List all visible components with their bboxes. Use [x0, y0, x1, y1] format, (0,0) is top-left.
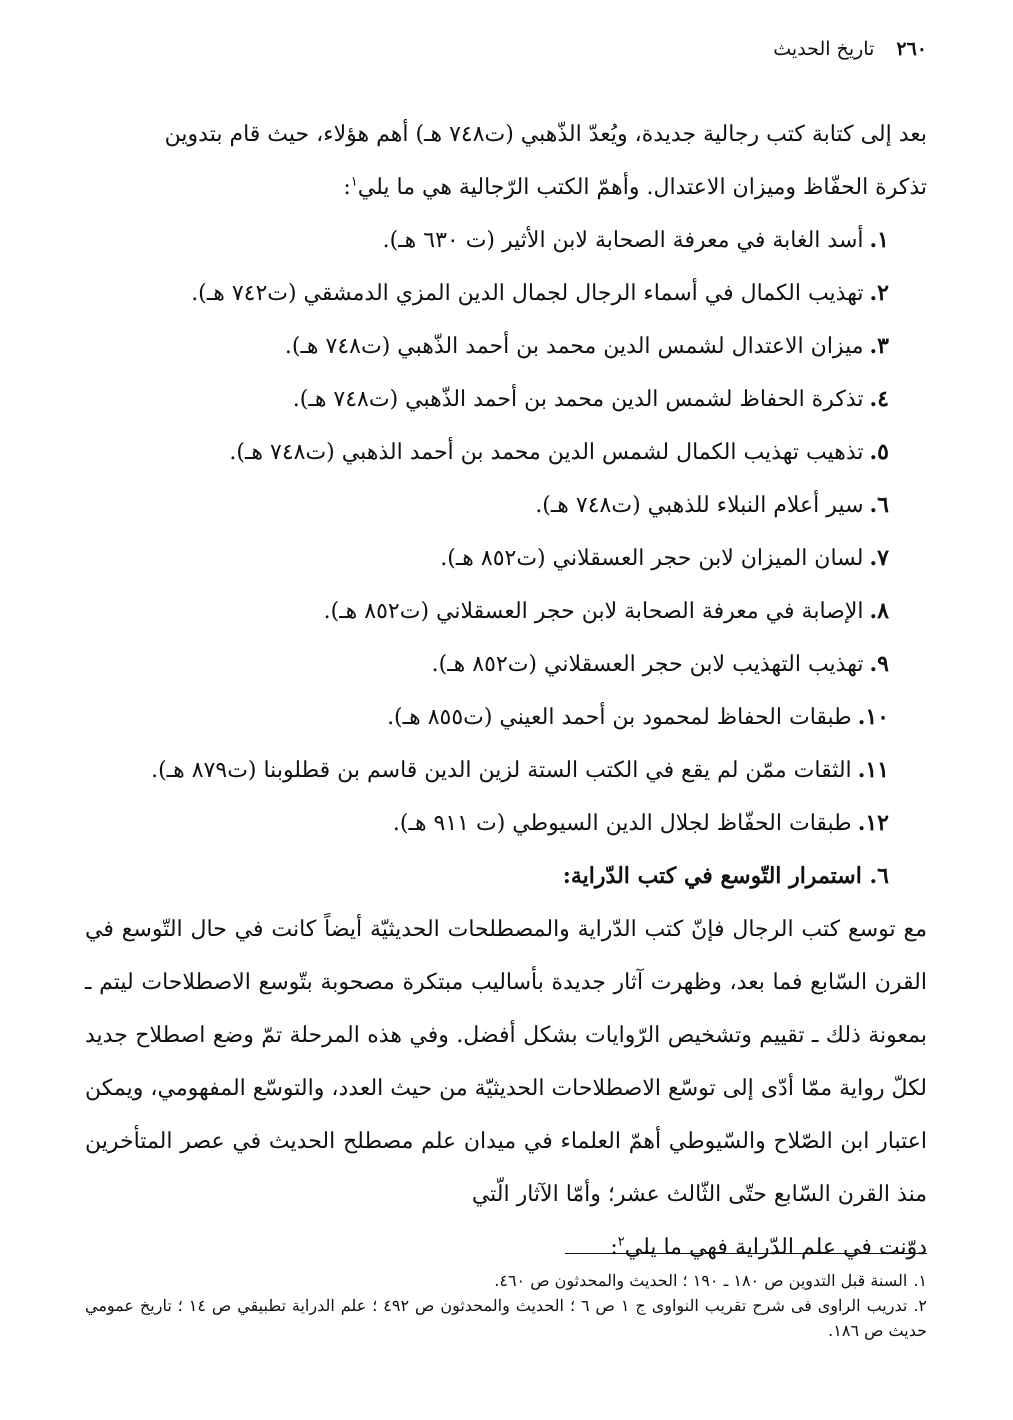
list-item [85, 744, 889, 797]
footnotes [85, 1268, 927, 1343]
list-item-number: ٢. [869, 280, 889, 306]
intro-colon: : [343, 175, 351, 200]
list-item-number: ١١. [857, 757, 889, 783]
list-item [85, 214, 889, 267]
list-item [85, 797, 889, 850]
section-paragraph: مع توسع كتب الرجال فإنّ كتب الدّراية والمصطلحات الحديثيّة أيضاً كانت في حال التّوسع في القرن السّابع فما بعد، وظهرت آثار جديدة بأساليب مبتكرة مصحوبة بتّوسع الاصطلاحات ليتم ـ بمعونة ذلك ـ تقييم وتشخيص الرّوايات بشكل أفضل. وفي هذه المرحلة تمّ وضع اصطلاح جديد لكلّ رواية ممّا أدّى إلى توسّع الاصطلاحات الحديثيّة من حيث العدد، والتوسّع المفهومي، ويمكن اعتبار ابن الصّلاح والسّيوطي أهمّ العلماء في ميدان علم مصطلح الحديث في عصر المتأخرين منذ القرن السّابع حتّى الثّالث عشر؛ وأمّا الآثار الّتي [85, 917, 927, 1207]
list-item [85, 638, 889, 691]
list-item [85, 373, 889, 426]
list-item-text: تذكرة الحفاظ لشمس الدين محمد بن أحمد الذّهبي (ت٧٤٨ هـ). [292, 387, 864, 412]
footnote-number: ١. [913, 1271, 927, 1290]
list-item-number: ٤. [869, 386, 889, 412]
list-item [85, 479, 889, 532]
list-item-text: تهذيب الكمال في أسماء الرجال لجمال الدين المزي الدمشقي (ت٧٤٢ هـ). [191, 281, 864, 306]
list-item-number: ٨. [869, 598, 889, 624]
footnote-ref-2[interactable]: ٢ [617, 1234, 625, 1250]
intro-line-2 [85, 161, 927, 214]
intro-line-1: بعد إلى كتابة كتب رجالية جديدة، ويُعدّ الذّهبي (ت٧٤٨ هـ) أهم هؤلاء، حيث قام بتدوين [164, 122, 927, 147]
list-item [85, 691, 889, 744]
footnote-ref-1[interactable]: ١ [350, 174, 358, 190]
list-item-text: طبقات الحفّاظ لجلال الدين السيوطي (ت ٩١١ هـ). [392, 811, 852, 836]
list-item [85, 426, 889, 479]
list-item-text: لسان الميزان لابن حجر العسقلاني (ت٨٥٢ هـ). [440, 546, 864, 571]
list-item-text: تهذيب التهذيب لابن حجر العسقلاني (ت٨٥٢ هـ). [431, 652, 864, 677]
list-item-number: ٣. [869, 333, 889, 359]
section-heading: ٦. استمرار التّوسع في كتب الدّراية: [562, 863, 889, 889]
list-item-text: طبقات الحفاظ لمحمود بن أحمد العيني (ت٨٥٥ هـ). [387, 705, 852, 730]
footnote-text: السنة قبل التدوين ص ١٨٠ ـ ١٩٠ ؛ الحديث والمحدثون ص ٤٦٠. [494, 1271, 908, 1290]
running-header [773, 38, 927, 60]
list-item-number: ٦. [869, 492, 889, 518]
running-title: تاريخ الحديث [773, 38, 875, 60]
list-item [85, 320, 889, 373]
footnote [85, 1268, 927, 1293]
section-last-line [85, 1221, 927, 1274]
list-item-text: سير أعلام النبلاء للذهبي (ت٧٤٨ هـ). [535, 493, 864, 518]
list-item-number: ١٢. [857, 810, 889, 836]
list-item-number: ٥. [869, 439, 889, 465]
list-item-number: ٩. [869, 651, 889, 677]
list-item [85, 532, 889, 585]
footnote [85, 1293, 927, 1343]
footnote-divider [565, 1253, 927, 1254]
list-item-text: ميزان الاعتدال لشمس الدين محمد بن أحمد الذّهبي (ت٧٤٨ هـ). [284, 334, 864, 359]
intro-line-2-text: تذكرة الحفّاظ وميزان الاعتدال. وأهمّ الكتب الرّجالية هي ما يلي [357, 175, 927, 200]
footnote-number: ٢. [913, 1296, 928, 1315]
main-text [85, 108, 927, 1274]
list-item [85, 267, 889, 320]
list-item-number: ١. [869, 227, 889, 253]
list-item-text: أسد الغابة في معرفة الصحابة لابن الأثير (ت ٦٣٠ هـ). [382, 228, 864, 253]
list-item-number: ٧. [869, 545, 889, 571]
list-item-number: ١٠. [857, 704, 889, 730]
page-number: ٢٦٠ [896, 38, 927, 60]
section-last-line-text: دوّنت في علم الدّراية فهي ما يلي [624, 1235, 927, 1260]
book-list [85, 214, 927, 850]
section-colon: : [610, 1235, 618, 1260]
list-item-text: تذهيب تهذيب الكمال لشمس الدين محمد بن أحمد الذهبي (ت٧٤٨ هـ). [229, 440, 864, 465]
list-item-text: الثقات ممّن لم يقع في الكتب الستة لزين الدين قاسم بن قطلوبنا (ت٨٧٩ هـ). [151, 758, 852, 783]
list-item-text: الإصابة في معرفة الصحابة لابن حجر العسقلاني (ت٨٥٢ هـ). [323, 599, 864, 624]
footnote-text: تدريب الراوى فى شرح تقريب النواوى ج ١ ص ٦ ؛ الحديث والمحدثون ص ٤٩٢ ؛ علم الدراية تطبيقي ص ١٤ ؛ تاريخ عمومي حديث ص ١٨٦. [85, 1296, 927, 1340]
list-item [85, 585, 889, 638]
